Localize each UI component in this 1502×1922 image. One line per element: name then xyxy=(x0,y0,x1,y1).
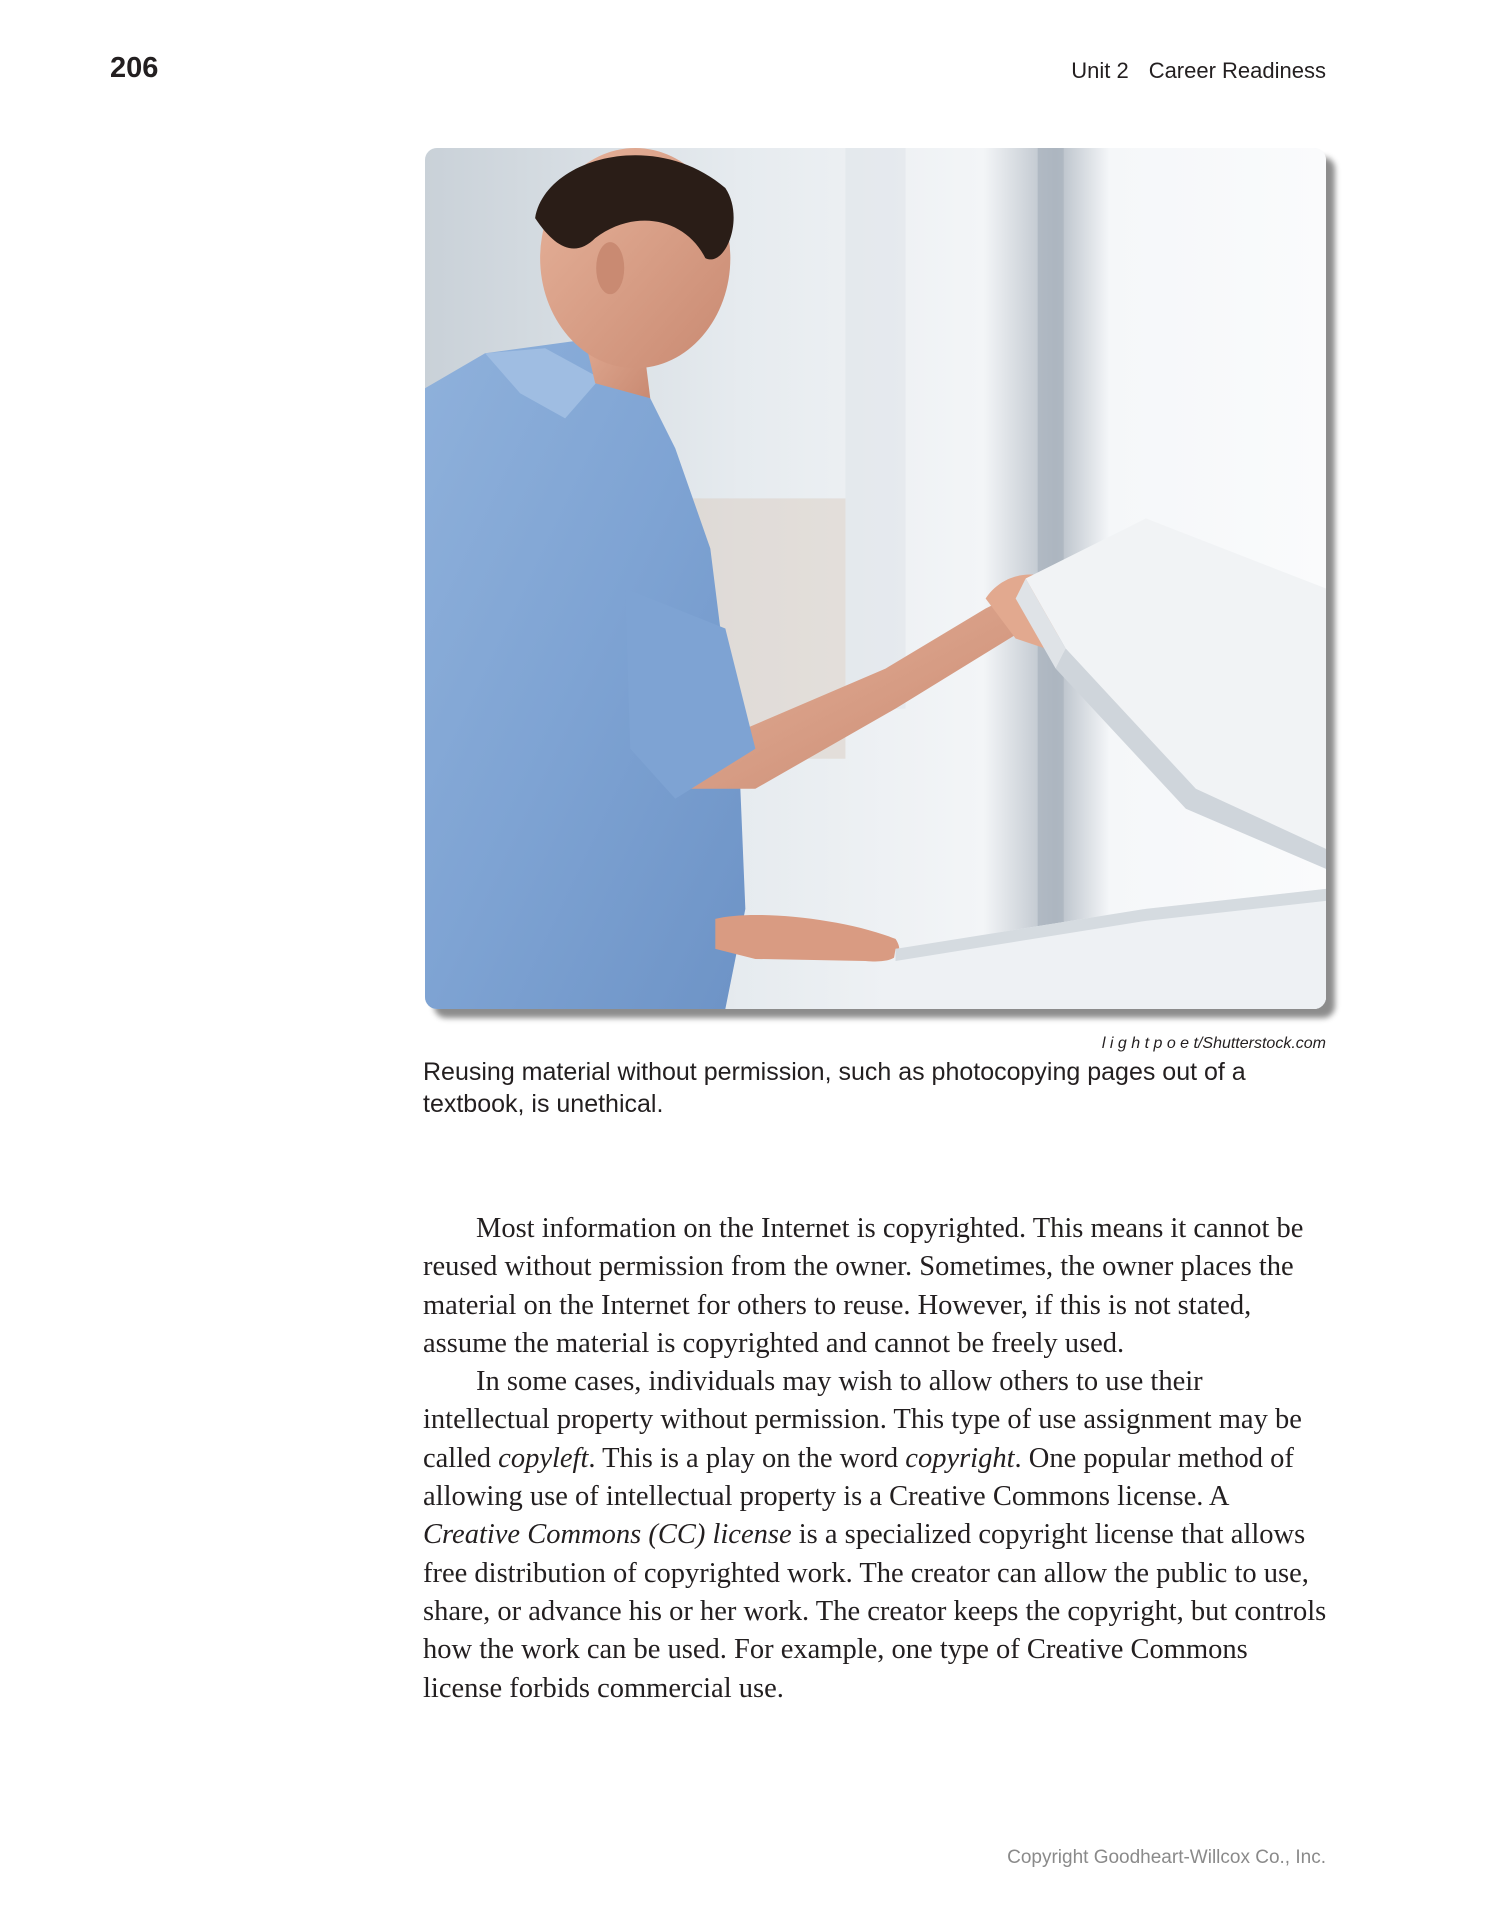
footer-copyright: Copyright Goodheart-Willcox Co., Inc. xyxy=(1007,1847,1326,1868)
term-copyleft: copyleft xyxy=(498,1442,589,1474)
term-copyright: copyright xyxy=(905,1442,1015,1474)
section-title: Career Readiness xyxy=(1148,58,1326,83)
paragraph-2-text-c: . One popular method of allowing use of intellectual property is a Creative Commons license. A xyxy=(423,1442,1294,1513)
body-text xyxy=(423,1210,1328,1708)
unit-label: Unit 2 xyxy=(1071,58,1129,83)
paragraph-2-text-a: In some cases, individuals may wish to allow others to use their intellectual property without permission. This type of use assignment may be called xyxy=(423,1366,1302,1474)
term-creative-commons-license: Creative Commons (CC) license xyxy=(423,1519,792,1551)
page-number: 206 xyxy=(110,52,159,84)
figure-caption: Reusing material without permission, such as photocopying pages out of a textbook, is unethical. xyxy=(423,1058,1246,1118)
photo-credit: l i g h t p o e t/Shutterstock.com xyxy=(1101,1035,1326,1052)
paragraph-1: Most information on the Internet is copyrighted. This means it cannot be reused without permission from the owner. Sometimes, the owner places the material on the Internet for others to reuse. However, if this is not stated, assume the material is copyrighted and cannot be freely used. xyxy=(423,1213,1304,1359)
running-head xyxy=(1071,58,1326,84)
photo-man-using-photocopier xyxy=(425,148,1326,1009)
photo-illustration xyxy=(425,148,1326,1009)
paragraph-2-text-b: . This is a play on the word xyxy=(588,1442,906,1474)
paragraph-2 xyxy=(423,1363,1328,1708)
paragraph-2-text-d: is a specialized copyright license that allows free distribution of copyrighted work. The creator can allow the public to use, share, or advance his or her work. The creator keeps the copyright, but controls how the work can be used. For example, one type of Creative Commons license forbids commercial use. xyxy=(423,1519,1327,1704)
